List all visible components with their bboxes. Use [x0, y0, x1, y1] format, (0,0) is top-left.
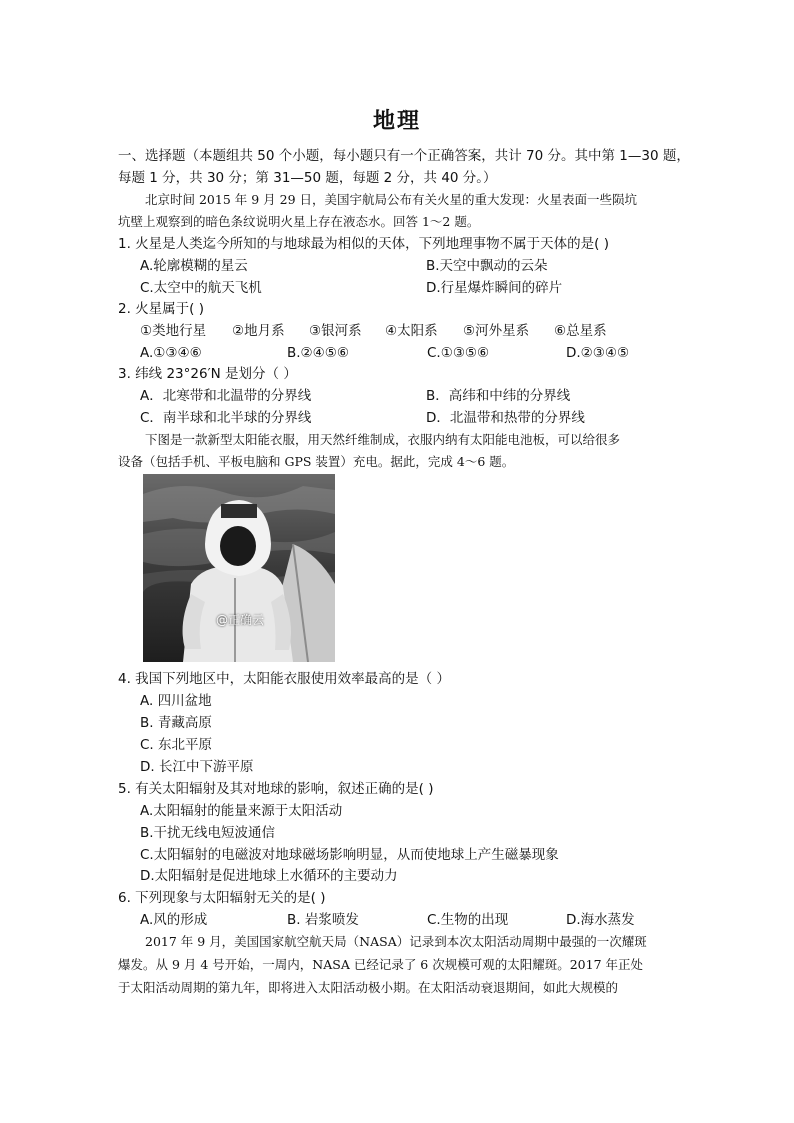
- section-header-line: 一、选择题（本题组共 50 个小题，每小题只有一个正确答案，共计 70 分。其中第 1—30 题，: [118, 148, 690, 164]
- solar-clothing-photo: [143, 474, 335, 662]
- photo-illustration: [143, 474, 335, 662]
- option-c: C．南半球和北半球的分界线: [140, 410, 312, 426]
- option-b: B．高纬和中纬的分界线: [426, 388, 571, 404]
- passage-line: 设备（包括手机、平板电脑和 GPS 装置）充电。据此，完成 4～6 题。: [118, 454, 515, 469]
- question-stem: 5. 有关太阳辐射及其对地球的影响，叙述正确的是( ): [118, 781, 434, 797]
- question-stem: 3. 纬线 23°26′N 是划分（ ）: [118, 366, 297, 382]
- option-c: C. 东北平原: [140, 737, 213, 753]
- question-stem: 4. 我国下列地区中，太阳能衣服使用效率最高的是（ ）: [118, 671, 450, 687]
- option-b: B.干扰无线电短波通信: [140, 825, 276, 841]
- passage-line: 于太阳活动周期的第九年，即将进入太阳活动极小期。在太阳活动衰退期间，如此大规模的: [118, 980, 619, 995]
- list-item: ⑤河外星系: [463, 323, 530, 339]
- list-item: ③银河系: [309, 323, 362, 339]
- option-a: A.轮廓模糊的星云: [140, 258, 248, 274]
- option-b: B.天空中飘动的云朵: [426, 258, 548, 274]
- option-b: B. 青藏高原: [140, 715, 212, 731]
- option-b: B.②④⑤⑥: [287, 345, 349, 361]
- option-d: D．北温带和热带的分界线: [426, 410, 585, 426]
- option-b: B. 岩浆喷发: [287, 912, 359, 928]
- passage-line: 爆发。从 9 月 4 号开始，一周内，NASA 已经记录了 6 次规模可观的太阳耀斑。2017 年正处: [118, 957, 644, 972]
- option-d: D.行星爆炸瞬间的碎片: [426, 280, 563, 296]
- passage-line: 下图是一款新型太阳能衣服，用天然纤维制成，衣服内纳有太阳能电池板，可以给很多: [145, 432, 621, 447]
- option-a: A. 四川盆地: [140, 693, 212, 709]
- watermark: @正确云: [216, 613, 265, 627]
- option-a: A.风的形成: [140, 912, 208, 928]
- option-d: D.②③④⑤: [566, 345, 630, 361]
- option-d: D.海水蒸发: [566, 912, 635, 928]
- page-title: 地理: [372, 109, 421, 134]
- question-stem: 6. 下列现象与太阳辐射无关的是( ): [118, 890, 326, 906]
- passage-line: 2017 年 9 月，美国国家航空航天局（NASA）记录到本次太阳活动周期中最强的一次耀斑: [145, 934, 647, 949]
- option-c: C.太空中的航天飞机: [140, 280, 262, 296]
- list-item: ②地月系: [232, 323, 285, 339]
- option-a: A.①③④⑥: [140, 345, 202, 361]
- passage-line: 北京时间 2015 年 9 月 29 日，美国宇航局公布有关火星的重大发现：火星表面一些陨坑: [145, 192, 638, 207]
- option-d: D. 长江中下游平原: [140, 759, 254, 775]
- section-header-line: 每题 1 分，共 30 分；第 31—50 题，每题 2 分，共 40 分。）: [118, 170, 497, 186]
- option-d: D.太阳辐射是促进地球上水循环的主要动力: [140, 868, 398, 884]
- option-c: C.太阳辐射的电磁波对地球磁场影响明显，从而使地球上产生磁暴现象: [140, 847, 559, 863]
- option-c: C.生物的出现: [427, 912, 509, 928]
- list-item: ⑥总星系: [554, 323, 607, 339]
- question-stem: 2. 火星属于( ): [118, 301, 204, 317]
- passage-line: 坑壁上观察到的暗色条纹说明火星上存在液态水。回答 1～2 题。: [118, 214, 480, 229]
- option-a: A.太阳辐射的能量来源于太阳活动: [140, 803, 343, 819]
- option-a: A．北寒带和北温带的分界线: [140, 388, 312, 404]
- list-item: ④太阳系: [385, 323, 438, 339]
- list-item: ①类地行星: [140, 323, 207, 339]
- question-stem: 1. 火星是人类迄今所知的与地球最为相似的天体，下列地理事物不属于天体的是( ): [118, 236, 609, 252]
- option-c: C.①③⑤⑥: [427, 345, 490, 361]
